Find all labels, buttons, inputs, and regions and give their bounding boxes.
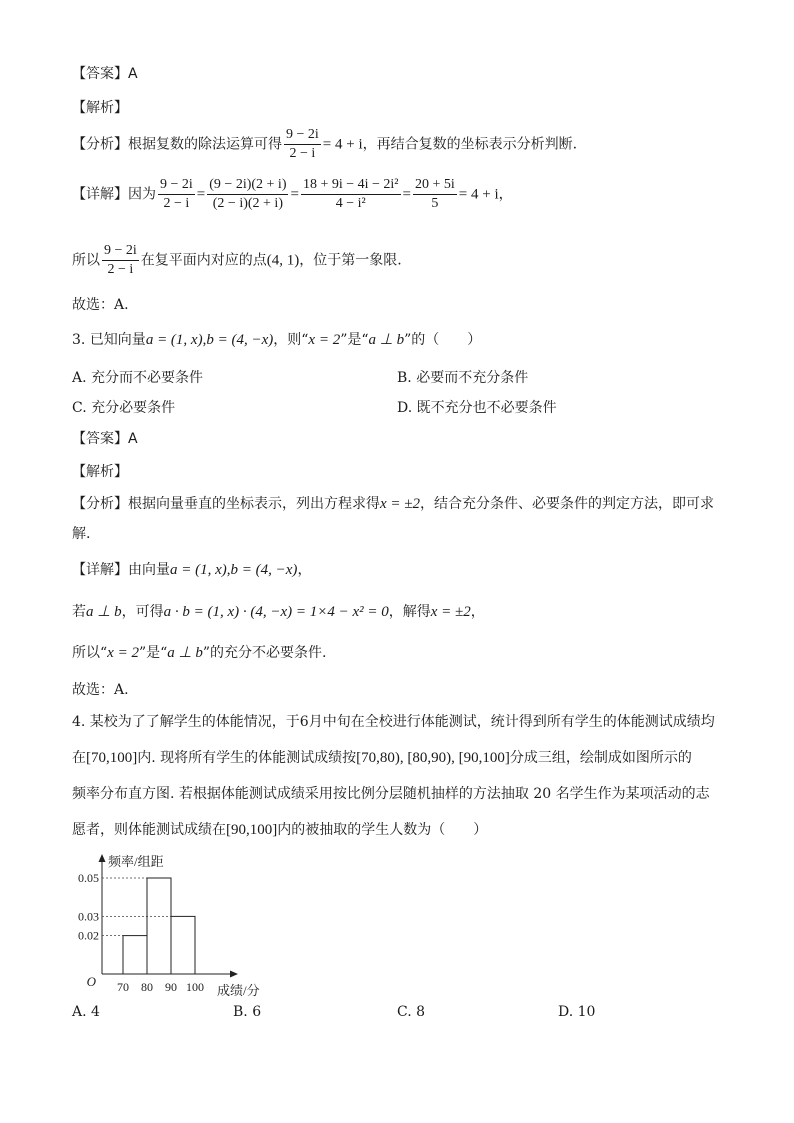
- bar-[90,100]: [171, 916, 195, 974]
- q4-option-d: D. 10: [558, 1004, 596, 1020]
- stem-text: ，则“: [273, 332, 309, 348]
- suoyi-text: ”的充分不必要条件.: [202, 645, 327, 661]
- fenxi-text: ，再结合复数的坐标表示分析判断.: [362, 136, 578, 153]
- answer-label: 【答案】A: [72, 431, 138, 447]
- q4-option-c: C. 8: [397, 1004, 426, 1020]
- suoyi-text: 在复平面内对应的点: [140, 252, 267, 269]
- equals-sign: =: [196, 186, 206, 203]
- xiangjie-text: 由向量: [128, 562, 170, 578]
- x-axis-label: 成绩/分: [217, 983, 260, 998]
- x-tick-label: 70: [117, 980, 129, 994]
- fraction-numerator: 9 − 2i: [284, 126, 321, 145]
- fraction-numerator: (9 − 2i)(2 + i): [207, 176, 288, 195]
- q2-fenxi: [72, 126, 577, 163]
- fraction: [301, 176, 401, 213]
- x-axis-arrow: [230, 971, 238, 978]
- q2-suoyi: [72, 242, 402, 279]
- stem-text: 内的被抽取的学生人数为（ ）: [277, 822, 488, 838]
- solution-x: x = ±2: [430, 604, 471, 620]
- range-all: [70,100]: [86, 750, 138, 766]
- fraction: [413, 176, 457, 213]
- option-d: D. 既不充分也不必要条件: [397, 400, 557, 416]
- y-tick-label: 0.03: [78, 909, 99, 924]
- suoyi-text: 所以: [72, 252, 100, 269]
- vector-b: b = (4, −x): [206, 332, 274, 348]
- stem-text: ”是“: [340, 332, 369, 348]
- equation: = 4 + i: [458, 186, 499, 203]
- y-axis-label: 频率/组距: [108, 854, 164, 869]
- q4-option-a: A. 4: [72, 1004, 100, 1020]
- condition-x: x = 2: [308, 332, 341, 348]
- fraction-denominator: 2 − i: [289, 146, 316, 161]
- xiangjie-text: 因为: [128, 186, 156, 203]
- x-tick-label: 100: [186, 980, 204, 994]
- stem-text: 已知向量: [89, 332, 146, 348]
- fenxi-tag: 【分析】: [72, 496, 128, 512]
- chart-axes: [99, 854, 239, 978]
- solution-x: x = ±2: [380, 496, 421, 512]
- q3-fenxi: [72, 494, 714, 514]
- condition-perp: a ⊥ b: [368, 332, 405, 348]
- q3-ruo: 若a ⊥ b，可得a · b = (1, x) · (4, −x) = 1×4 − x² = 0，解得x = ±2，: [72, 604, 485, 620]
- fenxi-text: 根据复数的除法运算可得: [128, 136, 282, 153]
- condition-x: x = 2: [107, 645, 139, 661]
- option-c: C. 充分必要条件: [72, 400, 176, 416]
- analysis-label: 【解析】: [72, 100, 128, 116]
- suoyi-text: 所以“: [72, 645, 108, 661]
- fraction-denominator: 2 − i: [107, 262, 134, 277]
- stem-text: 在: [72, 750, 86, 766]
- q2-xiangjie: [72, 176, 513, 213]
- answer-label: 【答案】A: [72, 66, 138, 82]
- y-axis-arrow: [99, 854, 106, 862]
- q4-stem-line2: [72, 748, 692, 768]
- fraction: [102, 242, 139, 279]
- y-tick-label: 0.05: [78, 871, 99, 885]
- frequency-histogram: [70, 848, 270, 998]
- range-last: [90,100]: [226, 822, 278, 838]
- fenxi-text: 根据向量垂直的坐标表示，列出方程求得: [128, 496, 380, 512]
- stem-text: 内. 现将所有学生的体能测试成绩按: [137, 750, 357, 766]
- ruo-text: 若: [72, 604, 86, 620]
- origin-label: O: [86, 974, 96, 989]
- fraction-numerator: 9 − 2i: [158, 176, 195, 195]
- q2-choose: 故选：A.: [72, 297, 129, 313]
- vector-a: a = (1, x): [170, 562, 227, 578]
- x-tick-label: 80: [141, 980, 153, 994]
- equation: = 4 + i: [322, 136, 363, 153]
- vector-a: a = (1, x): [145, 332, 203, 348]
- equals-sign: =: [290, 186, 299, 203]
- q3-fenxi-cont: 解.: [72, 526, 91, 542]
- bar-[80,90): [147, 878, 171, 974]
- q4-stem-line4: [72, 820, 487, 840]
- question-number: 3.: [72, 332, 90, 348]
- q4-option-b: B. 6: [233, 1004, 262, 1020]
- fenxi-text: ，结合充分条件、必要条件的判定方法，即可求: [420, 496, 715, 512]
- point: (4, 1): [266, 252, 300, 269]
- option-a: A. 充分而不必要条件: [72, 370, 204, 386]
- analysis-label: 【解析】: [72, 464, 128, 480]
- fraction: [158, 176, 195, 213]
- fraction-denominator: (2 − i)(2 + i): [212, 196, 283, 211]
- xiangjie-tag: 【详解】: [72, 562, 128, 578]
- fraction: [207, 176, 288, 213]
- fraction-denominator: 4 − i²: [335, 196, 366, 211]
- chart-guides: [102, 878, 171, 936]
- fraction-numerator: 18 + 9i − 4i − 2i²: [301, 176, 401, 195]
- ruo-text: ，解得: [388, 604, 431, 620]
- condition-perp: a ⊥ b: [167, 645, 203, 661]
- dot-product: a · b = (1, x) · (4, −x) = 1×4 − x² = 0: [163, 604, 389, 620]
- q3-stem: 3. 已知向量a = (1, x),b = (4, −x)，则“x = 2”是“a ⊥ b”的（ ）: [72, 332, 482, 348]
- ruo-text: ，可得: [121, 604, 164, 620]
- suoyi-text: ”是“: [138, 645, 168, 661]
- q3-choose: 故选：A.: [72, 682, 129, 698]
- x-tick-label: 90: [165, 980, 177, 994]
- vector-b: b = (4, −x): [230, 562, 298, 578]
- bar-[70,80): [123, 936, 147, 974]
- fraction-numerator: 9 − 2i: [102, 242, 139, 261]
- y-tick-label: 0.02: [78, 928, 99, 943]
- q3-suoyi: [72, 643, 326, 663]
- fraction: [284, 126, 321, 163]
- comma: ，: [498, 186, 513, 203]
- xiangjie-tag: 【详解】: [72, 186, 128, 203]
- option-b: B. 必要而不充分条件: [397, 370, 529, 386]
- condition-perp: a ⊥ b: [86, 604, 122, 620]
- fraction-numerator: 20 + 5i: [413, 176, 457, 195]
- fraction-denominator: 2 − i: [163, 196, 190, 211]
- stem-text: 分成三组，绘制成如图所示的: [509, 750, 692, 766]
- suoyi-text: ，位于第一象限.: [299, 252, 402, 269]
- equals-sign: =: [402, 186, 411, 203]
- fraction-denominator: 5: [431, 196, 439, 211]
- q4-stem-line3: 频率分布直方图. 若根据体能测试成绩采用按比例分层随机抽样的方法抽取 20 名学生作为某项活动的志: [72, 786, 710, 802]
- chart-bars: [123, 878, 195, 974]
- stem-text: 愿者，则体能测试成绩在: [72, 822, 226, 838]
- q4-stem-line1: 4. 某校为了了解学生的体能情况，于6月中旬在全校进行体能测试，统计得到所有学生的体能测试成绩均: [72, 714, 715, 730]
- stem-text: ”的（ ）: [404, 332, 482, 348]
- fenxi-tag: 【分析】: [72, 136, 128, 153]
- q3-xiangjie: 【详解】由向量a = (1, x),b = (4, −x)，: [72, 562, 312, 578]
- ranges: [70,80), [80,90), [90,100]: [356, 750, 510, 766]
